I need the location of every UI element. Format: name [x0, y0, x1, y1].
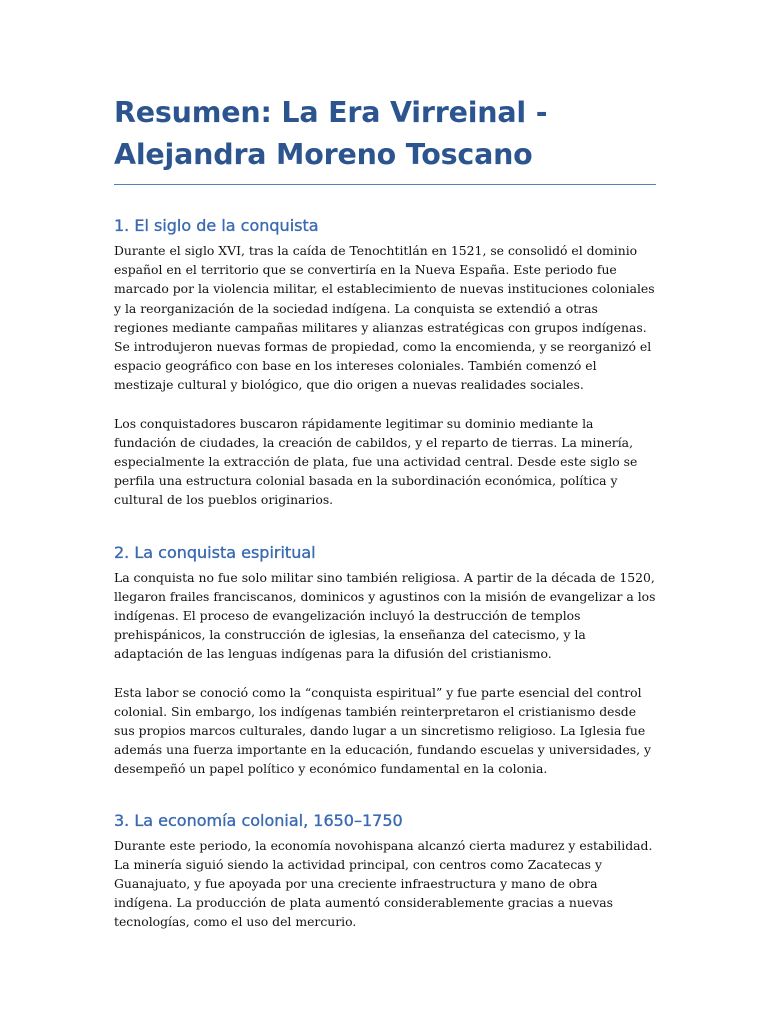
paragraph: La conquista no fue solo militar sino también religiosa. A partir de la década de 1520, llegaron frailes franciscanos, dominicos y agustinos con la misión de evangelizar a los indígenas. El proceso de evangelización incluyó la destrucción de templos prehispánicos, la construcción de iglesias, la enseñanza del catecismo, y la adaptación de las lenguas indígenas para la difusión del cristianismo. [114, 569, 656, 662]
paragraph: Durante este periodo, la economía novohispana alcanzó cierta madurez y estabilidad. La minería siguió siendo la actividad principal, con centros como Zacatecas y Guanajuato, y fue apoyada por una creciente infraestructura y mano de obra indígena. La producción de plata aumentó considerablemente gracias a nuevas tecnologías, como el uso del mercurio. [114, 837, 653, 930]
document-page [114, 92, 656, 932]
section-economia-colonial [114, 809, 656, 932]
section-heading: 1. El siglo de la conquista [114, 216, 319, 235]
paragraph: Esta labor se conoció como la “conquista espiritual” y fue parte esencial del control colonial. Sin embargo, los indígenas también reinterpretaron el cristianismo desde sus propios marcos culturales, dando lugar a un sincretismo religioso. La Iglesia fue además una fuerza importante en la educación, fundando escuelas y universidades, y desempeñó un papel político y económico fundamental en la colonia. [114, 684, 652, 777]
document-title: Resumen: La Era Virreinal - Alejandra Moreno Toscano [114, 92, 656, 185]
section-siglo-conquista [114, 214, 656, 510]
paragraph: Los conquistadores buscaron rápidamente legitimar su dominio mediante la fundación de ciudades, la creación de cabildos, y el reparto de tierras. La minería, especialmente la extracción de plata, fue una actividad central. Desde este siglo se perfila una estructura colonial basada en la subordinación económica, política y cultural de los pueblos originarios. [114, 415, 638, 508]
section-heading: 3. La economía colonial, 1650–1750 [114, 810, 403, 830]
section-conquista-espiritual [114, 541, 656, 779]
section-heading: 2. La conquista espiritual [114, 542, 316, 562]
paragraph: Durante el siglo XVI, tras la caída de Tenochtitlán en 1521, se consolidó el dominio español en el territorio que se convertiría en la Nueva España. Este periodo fue marcado por la violencia militar, el establecimiento de nuevas instituciones coloniales y la reorganización de la sociedad indígena. La conquista se extendió a otras regiones mediante campañas militares y alianzas estratégicas con grupos indígenas. Se introdujeron nuevas formas de propiedad, como la encomienda, y se reorganizó el espacio geográfico con base en los intereses coloniales. También comenzó el mestizaje cultural y biológico, que dio origen a nuevas realidades sociales. [114, 243, 655, 393]
